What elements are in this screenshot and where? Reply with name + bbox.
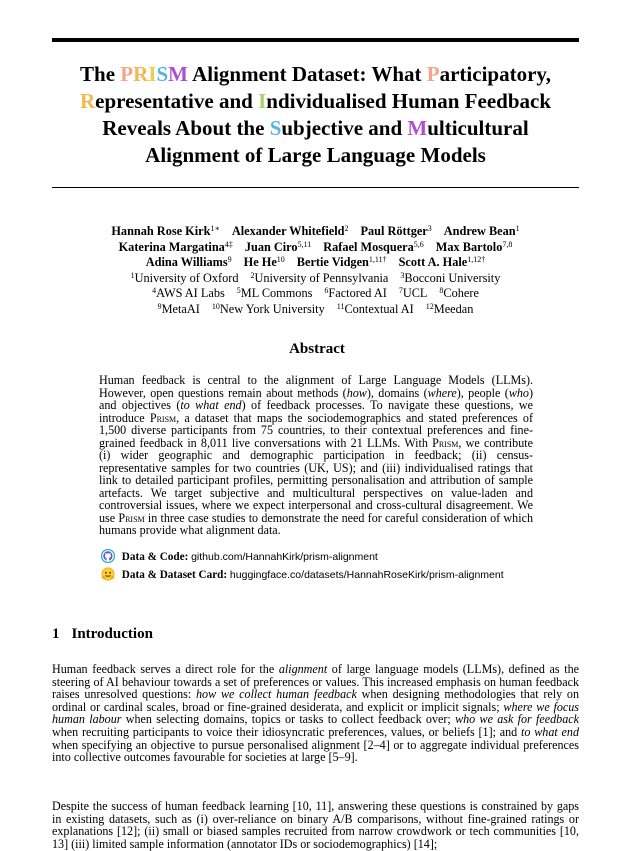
text-run: Prism bbox=[149, 410, 177, 425]
author-affiliation-mark: 4‡ bbox=[224, 239, 233, 249]
title-accent-letter: S bbox=[156, 62, 169, 86]
text-run: when specifying an objective to pursue personalised alignment [2–4] or to aggregate individual preferences into collective outcomes favourable for societies at large [5–9]. bbox=[52, 737, 579, 765]
author-name-text: Alexander Whitefield bbox=[231, 224, 345, 238]
text-run: ), people ( bbox=[456, 385, 509, 400]
affiliation-number: 12 bbox=[425, 301, 434, 311]
text-run: Despite the success of human feedback learning [10, 11], answering these questions is constrained by gaps in existing datasets, such as (i) over-reliance on binary A/B comparisons, without fine-grained ratings or explanations [12]; (ii) small or biased samples recruited from narrow crowdwork or tech communities [10, 13] (iii) limited sample information (annotator IDs or sociodemographics) [14]; bbox=[52, 799, 579, 851]
github-icon bbox=[101, 549, 115, 563]
author-name-text: Rafael Mosquera bbox=[323, 239, 414, 254]
text-run: ) of feedback processes. To navigate these questions, we introduce bbox=[99, 398, 533, 425]
dataset-card-label: Data & Dataset Card: bbox=[121, 569, 228, 581]
affiliations bbox=[60, 271, 571, 318]
text-run: ulticultural bbox=[427, 116, 529, 140]
affiliation-name: Factored AI bbox=[328, 286, 387, 301]
affiliation-name: ML Commons bbox=[240, 286, 313, 301]
affiliation bbox=[212, 302, 325, 316]
emphasis-text: who we ask for feedback bbox=[455, 712, 579, 727]
title-accent-letter: R bbox=[79, 89, 96, 113]
author-name-text: Scott A. Hale bbox=[398, 255, 468, 270]
author-affiliation-mark: 10 bbox=[276, 255, 285, 265]
author-name bbox=[323, 240, 424, 254]
affiliation-number: 8 bbox=[439, 286, 444, 296]
text-run: ndividualised Human Feedback bbox=[266, 89, 552, 113]
affiliation-name: MetaAI bbox=[161, 301, 200, 316]
affiliation-name: University of Pennsylvania bbox=[254, 270, 389, 285]
author-name-text: Hannah Rose Kirk bbox=[111, 224, 211, 238]
affiliation bbox=[439, 286, 479, 300]
affiliation-number: 4 bbox=[152, 286, 157, 296]
affiliation-name: University of Oxford bbox=[134, 270, 239, 285]
emphasis-text: how bbox=[346, 385, 367, 400]
text-run: of large language models (LLMs), defined as the steering of AI behaviour towards a set of preferences or values. This increased emphasis on human feedback raises unresolved questions: bbox=[52, 662, 579, 702]
affiliation bbox=[337, 302, 414, 316]
text-run: articipatory, bbox=[439, 62, 551, 86]
text-run: ubjective and bbox=[281, 116, 408, 140]
affiliation-number: 10 bbox=[211, 301, 220, 311]
author-affiliation-mark: 5,11 bbox=[297, 239, 312, 249]
affiliation-name: Contextual AI bbox=[344, 301, 414, 316]
title-accent-letter: M bbox=[407, 116, 428, 140]
author-name-text: Juan Ciro bbox=[244, 239, 298, 254]
affiliation-number: 6 bbox=[324, 286, 329, 296]
emphasis-text: how we collect human feedback bbox=[196, 687, 357, 702]
text-run: Human feedback is central to the alignment of Large Language Models (LLMs). However, open questions remain about methods ( bbox=[99, 373, 533, 400]
affiliation-number: 5 bbox=[236, 286, 241, 296]
affiliation-number: 9 bbox=[157, 301, 162, 311]
data-code-label: Data & Code: bbox=[121, 551, 189, 563]
title-accent-letter: I bbox=[148, 62, 157, 86]
author-name bbox=[146, 255, 232, 269]
affiliation bbox=[237, 286, 313, 300]
emphasis-text: where we focus human labour bbox=[52, 699, 579, 727]
section-heading bbox=[52, 626, 153, 643]
author-name-text: Bertie Vidgen bbox=[296, 255, 369, 270]
author-name-text: Adina Williams bbox=[145, 255, 228, 270]
paper-title bbox=[40, 61, 591, 169]
author-name bbox=[245, 240, 311, 254]
affiliation-name: Meedan bbox=[433, 301, 474, 316]
text-run: ), domains ( bbox=[366, 385, 428, 400]
author-affiliation-mark: 5,6 bbox=[413, 239, 424, 249]
affiliation-number: 11 bbox=[336, 301, 345, 311]
text-run: , a dataset that maps the sociodemographics and stated preferences of 1,500 diverse participants from 75 countries, to their contextual preferences and fine-grained feedback in 8,011 live conversations with 21 LLMs. With bbox=[99, 410, 533, 450]
author-name-text: He He bbox=[243, 255, 277, 270]
author-name bbox=[444, 224, 520, 238]
title-accent-letter: I bbox=[258, 89, 267, 113]
abstract-text bbox=[99, 374, 533, 537]
author-row bbox=[60, 240, 571, 256]
affiliation-number: 1 bbox=[130, 270, 135, 280]
affiliation-number: 7 bbox=[398, 286, 403, 296]
author-affiliation-mark: 1,12† bbox=[467, 255, 486, 265]
github-url[interactable]: github.com/HannahKirk/prism-alignment bbox=[191, 551, 378, 563]
huggingface-icon bbox=[101, 567, 115, 581]
affiliation-name: Bocconi University bbox=[404, 270, 501, 285]
author-affiliation-mark: 9 bbox=[227, 255, 232, 265]
affiliation bbox=[131, 271, 239, 285]
text-run: epresentative and bbox=[95, 89, 259, 113]
text-run: Human feedback serves a direct role for the bbox=[52, 662, 279, 676]
author-affiliation-mark: 3 bbox=[427, 224, 432, 233]
affiliation bbox=[400, 271, 500, 285]
intro-paragraph-1 bbox=[52, 663, 579, 764]
affiliation-row bbox=[60, 302, 571, 318]
affiliation-number: 2 bbox=[250, 270, 255, 280]
affiliation bbox=[324, 286, 386, 300]
author-name bbox=[297, 255, 387, 269]
author-affiliation-mark: 1 bbox=[515, 224, 520, 233]
author-name bbox=[436, 240, 513, 254]
author-name bbox=[360, 224, 431, 238]
text-run: Alignment of Large Language Models bbox=[145, 143, 486, 167]
text-run: Reveals About the bbox=[102, 116, 270, 140]
emphasis-text: alignment bbox=[278, 662, 328, 676]
affiliation bbox=[399, 286, 428, 300]
title-accent-letter: S bbox=[269, 116, 282, 140]
author-name bbox=[244, 255, 285, 269]
text-run: when selecting domains, topics or tasks to collect feedback over; bbox=[121, 712, 456, 727]
author-name bbox=[399, 255, 486, 269]
author-affiliation-mark: 1,11† bbox=[368, 255, 387, 265]
author-block bbox=[60, 224, 571, 318]
text-run: when designing methodologies that rely on ordinal or cardinal scales, broad or fine-grained desiderata, and explicit or implicit signals; bbox=[52, 687, 580, 714]
text-run: , we contribute (i) wider geographic and demographic participation in feedback; (ii) census-representative samples for two countries (UK, US); and (iii) individualised ratings that link to detailed participant profiles, permitting personalisation and attribution of sample artefacts. We target subjective and multicultural perspectives on value-laden and controversial issues, where we expect interpersonal and cross-cultural disagreement. We use bbox=[99, 435, 533, 525]
text-run: when recruiting participants to voice their idiosyncratic preferences, values, or beliefs [1]; and bbox=[52, 724, 522, 739]
affiliation bbox=[158, 302, 200, 316]
affiliation-row bbox=[60, 286, 571, 302]
affiliation-row bbox=[60, 271, 571, 287]
emphasis-text: to what end bbox=[180, 398, 242, 412]
affiliation-name: AWS AI Labs bbox=[156, 286, 225, 301]
author-row bbox=[60, 224, 571, 240]
author-names bbox=[60, 224, 571, 271]
text-run: Alignment Dataset: What bbox=[187, 62, 427, 86]
author-affiliation-mark: 2 bbox=[344, 224, 349, 233]
author-affiliation-mark: 7,8 bbox=[502, 239, 513, 249]
title-accent-letter: P bbox=[426, 62, 440, 86]
affiliation-name: New York University bbox=[219, 301, 325, 316]
text-run: Prism bbox=[432, 435, 459, 450]
intro-paragraph-2 bbox=[52, 800, 579, 850]
affiliation bbox=[152, 286, 225, 300]
section-number: 1 bbox=[52, 626, 60, 642]
author-name bbox=[119, 240, 233, 254]
section-title: Introduction bbox=[71, 626, 153, 642]
affiliation-name: Cohere bbox=[443, 286, 479, 301]
dataset-card-link[interactable] bbox=[101, 567, 504, 582]
emphasis-text: where bbox=[427, 385, 457, 400]
text-run: Prism bbox=[118, 510, 145, 525]
author-name bbox=[111, 224, 220, 238]
text-run: The bbox=[80, 62, 121, 86]
affiliation-name: UCL bbox=[402, 286, 428, 301]
author-affiliation-mark: 1∗ bbox=[210, 224, 220, 233]
title-bottom-rule bbox=[52, 187, 579, 188]
abstract-heading: Abstract bbox=[289, 341, 345, 357]
author-name-text: Max Bartolo bbox=[435, 239, 503, 254]
author-name-text: Katerina Margatina bbox=[118, 239, 225, 254]
author-name-text: Paul Röttger bbox=[360, 224, 428, 238]
data-code-link[interactable] bbox=[101, 549, 378, 564]
author-name-text: Andrew Bean bbox=[443, 224, 516, 238]
title-accent-letter: R bbox=[133, 62, 149, 86]
title-accent-letter: P bbox=[120, 62, 134, 86]
text-run: ) and objectives ( bbox=[99, 385, 534, 412]
top-rule bbox=[52, 38, 579, 42]
title-accent-letter: M bbox=[168, 62, 188, 86]
text-run: in three case studies to demonstrate the need for careful consideration of which humans provide what alignment data. bbox=[99, 510, 533, 537]
affiliation-number: 3 bbox=[400, 270, 405, 280]
affiliation bbox=[250, 271, 388, 285]
emphasis-text: who bbox=[508, 385, 529, 400]
author-name bbox=[232, 224, 349, 238]
affiliation bbox=[426, 302, 474, 316]
huggingface-url[interactable]: huggingface.co/datasets/HannahRoseKirk/prism-alignment bbox=[229, 569, 504, 581]
author-row bbox=[60, 255, 571, 271]
emphasis-text: to what end bbox=[521, 724, 579, 739]
